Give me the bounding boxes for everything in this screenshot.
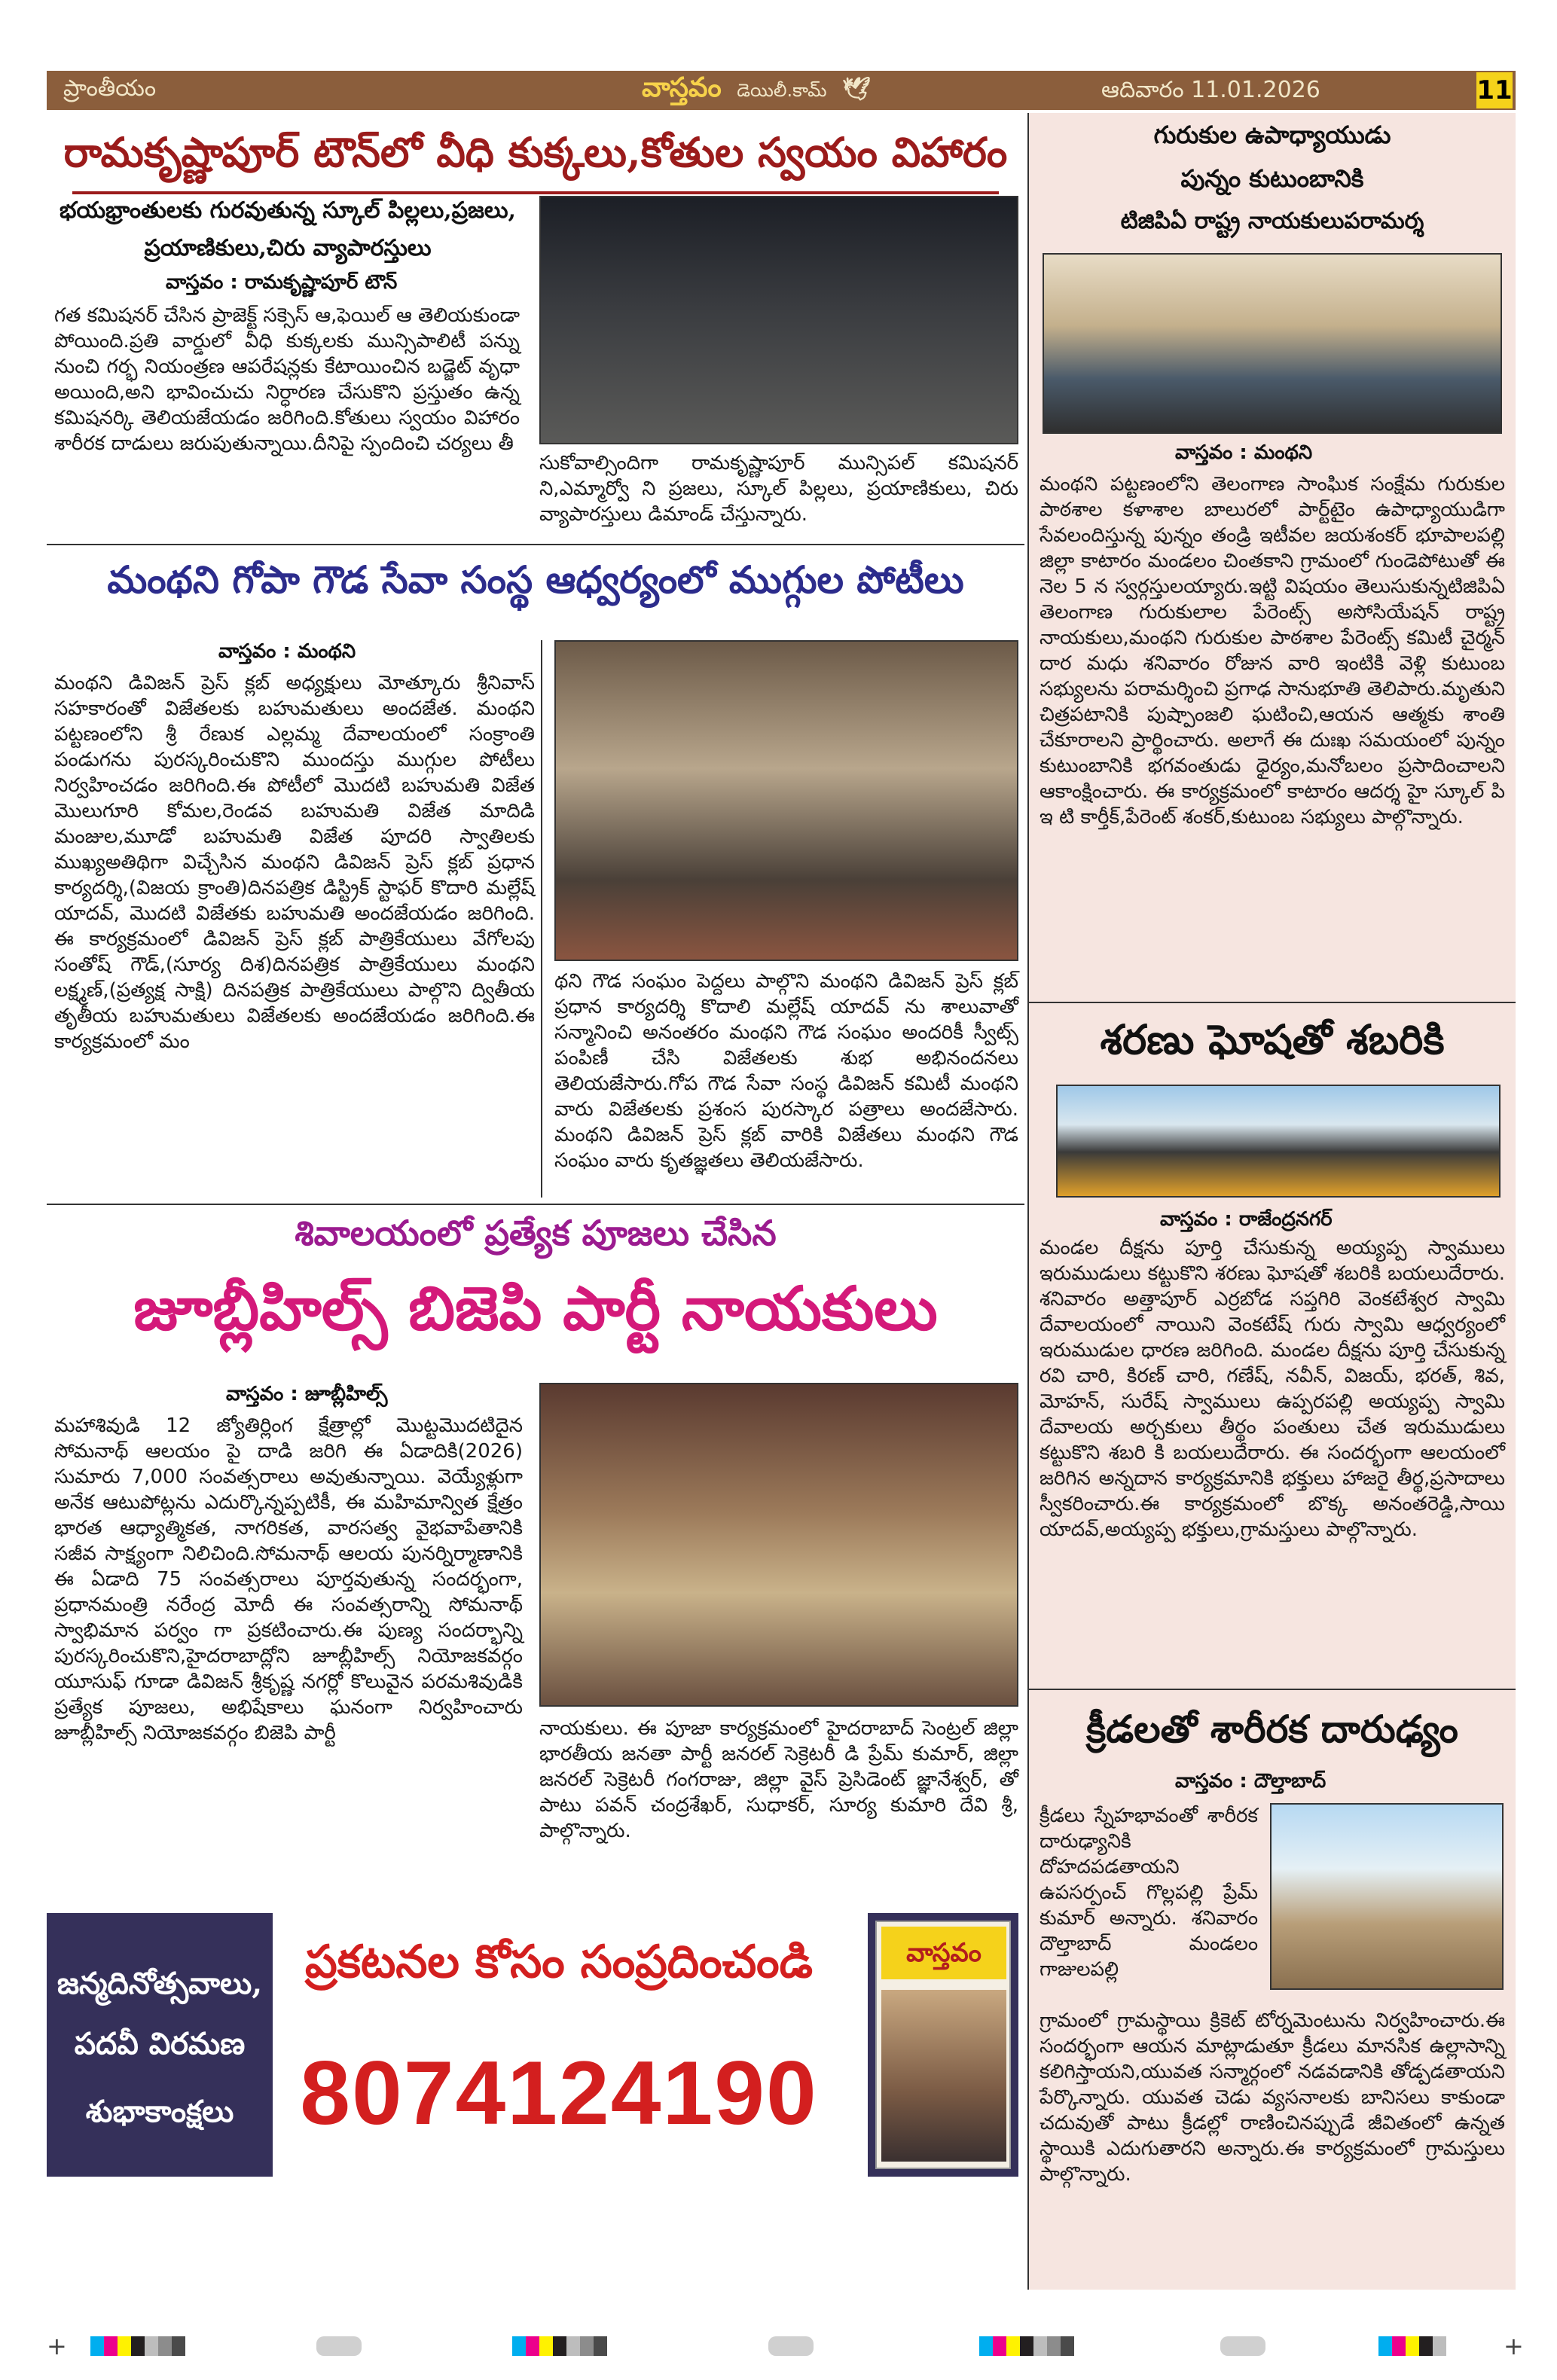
sidebar-story2-headline: శరణు ఘోషతో శబరికి <box>1100 1015 1445 1063</box>
sidebar-story1-body: మంథని పట్టణంలోని తెలంగాణ సాంఘిక సంక్షేమ గురుకుల పాఠశాల కళాశాల బాలురలో పార్ట్‌టైం ఉపాధ్యాయుడిగా సేవలందిస్తున్న పున్నం తండ్రి ఇటీవల జయశంకర్ భూపాలపల్లి జిల్లా కాటారం మండలం చింతకాని గ్రామంలో గుండెపోటుతో ఈ నెల 5 న స్వర్గస్తులయ్యారు.ఇట్టి విషయం తెలుసుకున్నటిజిపిఏ తెలంగాణ గురుకులాల పేరెంట్స్ అసోసియేషన్ రాష్ట్ర నాయకులు,మంథని గురుకుల పాఠశాల పేరెంట్స్ కమిటీ చైర్మన్ దార మధు శనివారం రోజున వారి ఇంటికి వెళ్లి కుటుంబ సభ్యులను పరామర్శించి ప్రగాఢ సానుభూతి తెలిపారు.మృతుని చిత్రపటానికి పుష్పాంజలి ఘటించి,ఆయన ఆత్మకు శాంతి చేకూరాలని ప్రార్థించారు. అలాగే ఈ దుఃఖ సమయంలో పున్నం కుటుంబానికి భగవంతుడు ధైర్యం,మనోబలం ప్రసాదించాలని ఆకాంక్షించారు. ఈ కార్యక్రమంలో కాటారం ఆదర్శ హై స్కూల్ పి ఇ టి కార్తీక్,పేరెంట్ శంకర్,కుటుంబ సభ్యులు పాల్గొన్నారు. <box>1040 473 1505 828</box>
ad-phone-number: 8074124190 <box>300 2043 818 2144</box>
story3-body-left: మహాశివుడి 12 జ్యోతిర్లింగ క్షేత్రాల్లో మొట్టమొదటిదైన సోమనాథ్ ఆలయం పై దాడి జరిగి ఈ ఏడాదికి(2026) సుమారు 7,000 సంవత్సరాలు అవుతున్నాయి. వెయ్యేళ్లుగా అనేక ఆటుపోట్లను ఎదుర్కొన్నప్పటికీ, ఈ మహిమాన్విత క్షేత్రం భారత ఆధ్యాత్మికత, నాగరికత, వారసత్వ వైభవాపేతానికి సజీవ సాక్ష్యంగా నిలిచింది.సోమనాథ్ ఆలయ పునర్నిర్మాణానికి ఈ ఏడాది 75 సంవత్సరాలు పూర్తవుతున్న సందర్భంగా, ప్రధానమంత్రి నరేంద్ర మోదీ ఈ సంవత్సరాన్ని సోమనాథ్ స్వాభిమాన పర్వం గా ప్రకటించారు.ఈ పుణ్య సందర్భాన్ని పురస్కరించుకొని,హైదరాబాద్లోని జూబ్లీహిల్స్ నియోజకవర్గం యూసుఫ్ గూడా డివిజన్ శ్రీకృష్ణ నగర్లో కొలువైన పరమశివుడికి ప్రత్యేక పూజలు, అభిషేకాలు ఘనంగా నిర్వహించారు జూబ్లీహిల్స్ నియోజకవర్గం బిజెపి పార్టీ <box>54 1414 523 1744</box>
sidebar-story3-dateline: వాస్తవం : దౌల్తాబాద్ <box>1175 1770 1327 1793</box>
registration-mark-icon: + <box>1504 2332 1524 2360</box>
column-divider <box>541 640 542 1198</box>
sidebar-divider <box>1027 113 1029 2290</box>
page-number-badge: 11 <box>1476 72 1513 108</box>
print-color-bar <box>316 2336 362 2356</box>
print-color-bar <box>1378 2336 1446 2356</box>
story2-body-left: మంథని డివిజన్ ప్రెస్ క్లబ్ అధ్యక్షులు మోత్కూరు శ్రీనివాస్ సహకారంతో విజేతలకు బహుమతులు అందజేత. మంథని పట్టణంలోని శ్రీ రేణుక ఎల్లమ్మ దేవాలయంలో సంక్రాంతి పండుగను పురస్కరించుకొని ముందస్తు ముగ్గుల పోటీలు నిర్వహించడం జరిగింది.ఈ పోటీలో మొదటి బహుమతి విజేత మొలుగూరి కోమల,రెండవ బహుమతి విజేత మాదిడి మంజుల,మూడో బహుమతి విజేత పూదరి స్వాతిలకు ముఖ్యఅతిథిగా విచ్చేసిన మంథని డివిజన్ ప్రెస్ క్లబ్ ప్రధాన కార్యదర్శి,(విజయ క్రాంతి)దినపత్రిక డిస్ట్రిక్ స్టాఫర్ కొదారి మల్లేష్ యాదవ్, మొదటి విజేతకు బహుమతి అందజేయడం జరిగింది. ఈ కార్యక్రమంలో డివిజన్ ప్రెస్ క్లబ్ పాత్రికేయులు వేగోలపు సంతోష్ గౌడ్,(సూర్య దిశ)దినపత్రిక పాత్రికేయులు మంథని లక్ష్మణ్,(ప్రత్యక్ష సాక్షి) దినపత్రిక పాత్రికేయులు పాల్గొని ద్వితీయ తృతీయ బహుమతులు విజేతలకు అందజేయడం జరిగింది.ఈ కార్యక్రమంలో మం <box>54 672 535 1053</box>
sidebar-story1-head-line1: గురుకుల ఉపాధ్యాయుడు <box>1153 121 1391 149</box>
story1-kicker-line1: భయభ్రాంతులకు గురవుతున్న స్కూల్ పిల్లలు,ప్రజలు, <box>59 197 517 224</box>
masthead <box>47 71 1516 110</box>
story3-kicker: శివాలయంలో ప్రత్యేక పూజలు చేసిన <box>295 1213 777 1253</box>
sidebar-story1-head-line3: టిజిపిఏ రాష్ట్ర నాయకులుపరామర్శ <box>1120 208 1424 234</box>
family-visit-photo <box>1043 253 1502 434</box>
rangoli-competition-photo <box>554 640 1018 961</box>
advertisement-banner <box>47 1913 1018 2177</box>
issue-date: ఆదివారం 11.01.2026 <box>1101 77 1320 103</box>
print-color-bar <box>768 2336 814 2356</box>
bird-icon: 🕊 <box>842 76 872 102</box>
sidebar-divider-rule <box>1029 1689 1516 1690</box>
print-color-bar <box>979 2336 1074 2356</box>
print-color-bar <box>512 2336 607 2356</box>
ad-left-line3: శుభాకాంక్షలు <box>85 2094 234 2129</box>
story1-kicker-line2: ప్రయాణికులు,చిరు వ్యాపారస్తులు <box>144 235 432 261</box>
ad-center-panel <box>273 1913 868 2177</box>
story2-dateline: వాస్తవం : మంథని <box>218 640 356 663</box>
sidebar-story3-headline: క్రీడలతో శారీరక దారుఢ్యం <box>1086 1707 1458 1751</box>
ad-title: ప్రకటనల కోసం సంప్రదించండి <box>305 1936 813 1988</box>
story2-body-right: థని గౌడ సంఘం పెద్దలు పాల్గొని మంథని డివిజన్ ప్రెస్ క్లబ్ ప్రధాన కార్యదర్శి కొదాలి మల్లేష్ యాదవ్ ను శాలువాతో సన్మానించి అనంతరం మంథని గౌడ సంఘం అందరికీ స్వీట్స్ పంపిణీ చేసి విజేతలకు శుభ అభినందనలు తెలియజేసారు.గోప గౌడ సేవా సంస్థ డివిజన్ కమిటీ మంథని వారు విజేతలకు ప్రశంస పురస్కార పత్రాలు అందజేసారు. మంథని డివిజన్ ప్రెస్ క్లబ్ వారికి విజేతలు మంథని గౌడ సంఘం వారు కృతజ్ఞతలు తెలియజేసారు. <box>554 970 1018 1172</box>
paper-logo <box>642 72 871 110</box>
cricket-tournament-photo <box>1270 1803 1504 1990</box>
headline-rule <box>72 191 999 194</box>
sidebar-story1-head-line2: పున్నం కుటుంబానికి <box>1180 164 1364 193</box>
ad-side-photo <box>881 1990 1006 2162</box>
stray-dogs-street-photo <box>539 196 1018 444</box>
sidebar-divider-rule <box>1029 1002 1516 1003</box>
sidebar-story2-body: మండల దీక్షను పూర్తి చేసుకున్న అయ్యప్ప స్వాములు ఇరుముడులు కట్టుకొని శరణు ఘోషతో శబరికి బయలుదేరారు. శనివారం అత్తాపూర్ ఎర్రబోడ సప్తగిరి వెంకటేశ్వర స్వామి దేవాలయంలో నాయిని వెంకటేష్ గురు స్వామి ఆధ్వర్యంలో ఇరుముడుల ధారణ జరిగింది. మండల దీక్షను పూర్తి చేసుకున్న రవి చారి, కిరణ్ చారి, గణేష్, నవీన్, విజయ్, భరత్, శివ, మోహన్, సురేష్ స్వాములు ఉప్పరపల్లి అయ్యప్ప స్వామి దేవాలయ అర్చకులు తీర్థం పంతులు చేత ఇరుముడులు కట్టుకొని శబరి కి బయలుదేరారు. ఈ సందర్భంగా ఆలయంలో జరిగిన అన్నదాన కార్యక్రమానికి భక్తులు హాజరై తీర్థ,ప్రసాదాలు స్వీకరించారు.ఈ కార్యక్రమంలో బొక్క అనంతరెడ్డి,సాయి యాదవ్,అయ్యప్ప భక్తులు,గ్రామస్తులు పాల్గొన్నారు. <box>1040 1237 1505 1541</box>
ad-side-logo: వాస్తవం <box>881 1927 1006 1979</box>
sidebar-story2-dateline: వాస్తవం : రాజేంద్రనగర్ <box>1160 1208 1333 1231</box>
story2-headline: మంథని గోపా గౌడ సేవా సంస్థ ఆధ్వర్యంలో ముగ్గుల పోటీలు <box>107 557 964 602</box>
registration-mark-icon: + <box>47 2332 67 2360</box>
section-label: ప్రాంతీయం <box>63 75 157 102</box>
story1-body-left: గత కమిషనర్ చేసిన ప్రాజెక్ట్ సక్సెస్ ఆ,ఫెయిల్ ఆ తెలియకుండా పోయింది.ప్రతి వార్డులో వీధి కుక్కలకు మున్సిపాలిటీ పన్ను నుంచి గర్భ నియంత్రణ ఆపరేషన్లకు కేటాయించిన బడ్జెట్ వృధా అయింది,అని భావించుచు నిర్ధారణ చేసుకొని ప్రస్తుతం ఉన్న కమిషనర్కి తెలియజేయడం జరిగింది.కోతులు స్వయం విహారం శారీరక దాడులు జరుపుతున్నాయి.దీనిపై స్పందించి చర్యలు తీ <box>54 304 520 455</box>
section-divider <box>47 1204 1024 1205</box>
ayyappa-devotees-photo <box>1056 1085 1501 1198</box>
ad-side-panel <box>875 1921 1011 2169</box>
print-color-bar <box>1220 2336 1265 2356</box>
paper-name: వాస్తవం <box>642 72 722 103</box>
sidebar-story3-body-bottom: గ్రామంలో గ్రామస్థాయి క్రికెట్ టోర్నమెంటును నిర్వహించారు.ఈ సందర్భంగా ఆయన మాట్లాడుతూ క్రీడలు మానసిక ఉల్లాసాన్ని కలిగిస్తాయని,యువత సన్మార్గంలో నడవడానికి తోడ్పడతాయని పేర్కొన్నారు. యువత చెడు వ్యసనాలకు బానిసలు కాకుండా చదువుతో పాటు క్రీడల్లో రాణించినప్పుడే జీవితంలో ఉన్నత స్థాయికి ఎదుగుతారని అన్నారు.ఈ కార్యక్రమంలో గ్రామస్తులు పాల్గొన్నారు. <box>1040 2009 1505 2186</box>
story1-headline <box>47 128 1024 194</box>
print-color-bar <box>90 2336 185 2356</box>
story3-headline: జూబ్లీహిల్స్ బిజెపి పార్టీ నాయకులు <box>133 1273 938 1344</box>
story1-dateline: వాస్తవం : రామకృష్ణాపూర్ టౌన్ <box>166 271 398 294</box>
sidebar-story1-dateline: వాస్తవం : మంథని <box>1175 441 1313 464</box>
ad-left-line2: పదవీ విరమణ <box>74 2026 246 2061</box>
paper-subtitle: డెయిలీ.కామ్ <box>737 80 827 101</box>
story1-body-right: సుకోవాల్సిందిగా రామకృష్ణాపూర్ మున్సిపల్ కమిషనర్ ని,ఎమ్మార్వో ని ప్రజలు, స్కూల్ పిల్లలు, ప్రయాణికులు, చిరు వ్యాపారస్తులు డిమాండ్ చేస్తున్నారు. <box>539 452 1018 526</box>
ad-left-line1: జన్మదినోత్సవాలు, <box>56 1966 263 2001</box>
sidebar-story3-body-top: క్రీడలు స్నేహభావంతో శారీరక దారుఢ్యానికి దోహదపడతాయని ఉపసర్పంచ్ గొల్లపల్లి ప్రేమ్ కుమార్ అన్నారు. శనివారం దౌల్తాబాద్ మండలం గాజులపల్లి <box>1040 1805 1258 1981</box>
story3-dateline: వాస్తవం : జూబ్లీహిల్స్ <box>226 1383 388 1405</box>
story1-headline-text: రామకృష్ణాపూర్ టౌన్‌లో వీధి కుక్కలు,కోతుల స్వయం విహారం <box>63 128 1008 176</box>
story1-kicker <box>54 197 521 267</box>
temple-puja-photo <box>539 1383 1018 1707</box>
story3-body-right: నాయకులు. ఈ పూజా కార్యక్రమంలో హైదరాబాద్ సెంట్రల్ జిల్లా భారతీయ జనతా పార్టీ జనరల్ సెక్రెటరీ డి ప్రేమ్ కుమార్, జిల్లా జనరల్ సెక్రెటరీ గంగరాజు, జిల్లా వైస్ ప్రెసిడెంట్ జ్ఞానేశ్వర్, తో పాటు పవన్ చంద్రశేఖర్, సుధాకర్, సూర్య కుమారి దేవి శ్రీ, పాల్గొన్నారు. <box>539 1717 1018 1842</box>
section-divider <box>47 544 1024 545</box>
